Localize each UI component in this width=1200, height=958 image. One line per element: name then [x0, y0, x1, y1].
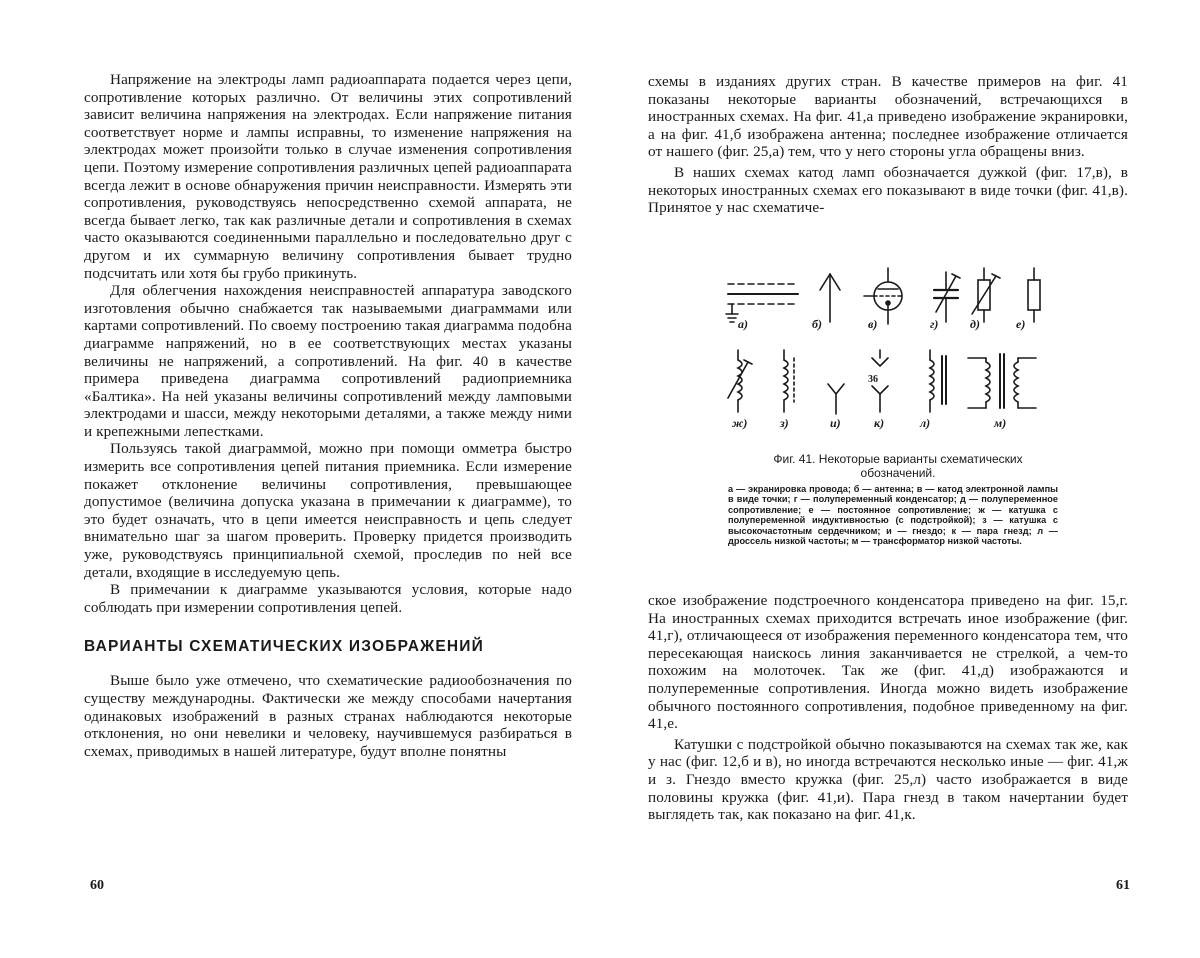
symbol-antenna — [820, 274, 840, 322]
page-number: 60 — [90, 878, 104, 893]
right-column-bottom — [648, 592, 1128, 824]
figure-41 — [718, 262, 1058, 562]
paragraph: В примечании к диаграмме указываются условия, которые надо соблюдать при измерении сопротивления цепей. — [84, 581, 572, 616]
figure-legend: а — экранировка провода; б — антенна; в — катод электронной лампы в виде точки; г — полупеременный конденсатор; д — полупеременное сопротивление; е — постоянное сопротивление; ж — катушка с полупеременной индуктивностью (с подстройкой); з — катушка с высокочастотным сердечником; и — гнездо; к — пара гнезд; л — дроссель низкой частоты; м — трансформатор низкой частоты. — [728, 484, 1058, 547]
figure-label: м) — [994, 416, 1007, 430]
figure-label: а) — [738, 317, 748, 331]
symbol-coil-hf-core — [784, 350, 794, 412]
schematic-symbols-illustration — [718, 262, 1058, 452]
jack-number-label: 36 — [868, 374, 878, 385]
figure-label: ж) — [732, 416, 748, 430]
paragraph: В наших схемах катод ламп обозначается дужкой (фиг. 17,в), в некоторых иностранных схемах его показывают в виде точки (фиг. 41,в). Принятое у нас схематиче- — [648, 163, 1128, 217]
symbol-coil-trimmer — [728, 350, 752, 412]
figure-caption: Фиг. 41. Некоторые варианты схематических обозначений. — [773, 452, 1023, 480]
figure-label: е) — [1016, 317, 1026, 331]
figure-label: в) — [868, 317, 878, 331]
right-page — [600, 0, 1200, 958]
paragraph: Напряжение на электроды ламп радиоаппарата подается через цепи, сопротивление которых различно. От величины этих сопротивлений зависит величина напряжения на электродах. Если напряжение питания соответствует норме и лампы исправны, то изменение напряжения на электродах может произойти только в случае изменения сопротивления цепи. Поэтому измерение сопротивления различных цепей радиоаппарата всегда лежит в основе обнаружения причин неисправности. Измерять эти сопротивления, руководствуясь непосредственно схемой аппарата, не всегда бывает легко, так как различные детали и сопротивления в схемах часто оказываются соединенными параллельно и последовательно друг с другом и их суммарную величину сопротивления бывает трудно подсчитать или хотя бы грубо прикинуть. — [84, 71, 572, 282]
figure-label: з) — [780, 416, 789, 430]
symbol-trimmer-resistor — [972, 268, 1000, 322]
left-column — [84, 71, 572, 760]
page-number: 61 — [1116, 878, 1130, 893]
figure-label: к) — [874, 416, 885, 430]
symbol-lf-choke — [930, 350, 946, 412]
paragraph: Выше было уже отмечено, что схематические радиообозначения по существу международны. Фактически же между способами начертания одинаковых изображений в разных странах наблюдаются некоторые отклонения, но они невелики и человеку, научившемуся разбираться в схемах, приводимых в нашей литературе, будут вполне понятны — [84, 672, 572, 760]
figure-label: г) — [930, 317, 939, 331]
symbol-shielding — [726, 284, 798, 322]
symbol-trimmer-capacitor — [934, 272, 960, 322]
paragraph: Пользуясь такой диаграммой, можно при помощи омметра быстро измерить все сопротивления цепей питания приемника. Если измерение покажет отклонение величины сопротивления, превышающее допустимое (величина допуска указана в примечании к диаграмме), то это будет означать, что в цепи имеется неисправность и цепь следует внимательно шаг за шагом проверить. Проверку придется производить уже, руководствуясь принципиальной схемой, проследив по ней все детали, входящие в исследуемую цепь. — [84, 440, 572, 581]
symbol-fixed-resistor — [1028, 268, 1040, 322]
figure-label: д) — [970, 317, 980, 331]
paragraph: Для облегчения нахождения неисправностей аппаратура заводского изготовления обычно снабжается так называемыми диаграммами или картами сопротивлений. По своему построению такая диаграмма подобна диаграмме напряжений, но в ее соответствующих местах указаны величины не напряжений, а сопротивлений. На фиг. 40 в качестве примера приведена диаграмма сопротивлений радиоприемника «Балтика». На ней указаны величины сопротивлений между ламповыми электродами и шасси, между некоторыми деталями, а также между ними и крепежными лепестками. — [84, 282, 572, 440]
section-heading: ВАРИАНТЫ СХЕМАТИЧЕСКИХ ИЗОБРАЖЕНИЙ — [84, 638, 484, 656]
right-column-top — [648, 73, 1128, 217]
figure-label: б) — [812, 317, 822, 331]
paragraph: Катушки с подстройкой обычно показываются на схемах так же, как у нас (фиг. 12,б и в), но иногда встречаются несколько иные — фиг. 41,ж и з. Гнездо вместо кружка (фиг. 25,л) часто изображается в виде половины кружка (фиг. 41,и). Пара гнезд в таком начертании будет выглядеть так, как показано на фиг. 41,к. — [648, 735, 1128, 824]
symbol-lf-transformer — [968, 354, 1036, 408]
symbol-tube-cathode-dot — [864, 268, 902, 324]
figure-label: и) — [830, 416, 841, 430]
paragraph: схемы в изданиях других стран. В качестве примеров на фиг. 41 показаны некоторые варианты обозначений, встречающихся в иностранных схемах. На фиг. 41,а приведено изображение экранировки, а на фиг. 41,б изображена антенна; последнее изображение отличается от нашего (фиг. 25,а) тем, что у него стороны угла обращены вниз. — [648, 73, 1128, 161]
paragraph: ское изображение подстроечного конденсатора приведено на фиг. 15,г. На иностранных схемах приходится встречать иное изображение (фиг. 41,г), отличающееся от изображения переменного конденсатора тем, что пересекающая наискось линия заканчивается не стрелкой, а чем-то похожим на молоточек. Так же (фиг. 41,д) изображаются и полупеременные сопротивления. Иногда можно видеть изображение обычного постоянного сопротивления, подобное приведенному на фиг. 41,е. — [648, 592, 1128, 733]
figure-label: л) — [920, 416, 931, 430]
symbol-jack — [828, 384, 844, 414]
